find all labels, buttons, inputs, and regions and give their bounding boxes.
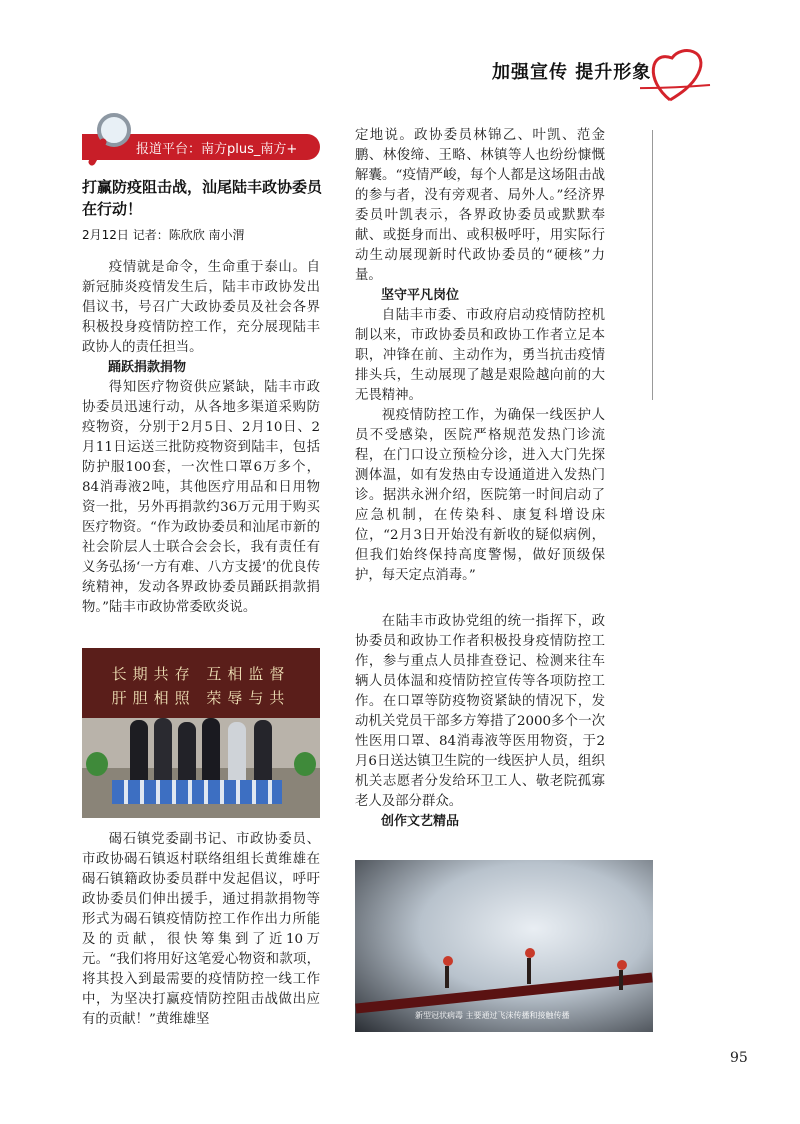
section-heading-posts: 坚守平凡岗位 [381,288,460,303]
section-heading-arts: 创作文艺精品 [381,814,460,829]
right-column-bottom [355,612,605,832]
shadow-puppet-photo [355,860,653,1032]
article-title: 打赢防疫阻击战，汕尾陆丰政协委员在行动！ [82,178,323,218]
article-byline: 2月12日 记者：陈欣欣 南小渭 [82,228,245,242]
posts-paragraph-2: 视疫情防控工作，为确保一线医护人员不受感染，医院严格规范发热门诊流程，在门口设立预检分诊，进入大门先探测体温，如有发热由专设通道进入发热门诊。据洪永洲介绍，医院第一时间启动了应急机制，在传染科、康复科增设床位，“2月3日开始没有新收的疑似病例，但我们始终保持高度警惕，做好顶级保护，每天定点消毒。” [355,408,605,583]
source-banner-text: 报道平台：南方plus_南方+ [136,142,298,157]
magnifier-icon [88,112,134,166]
photo-sign-line-2: 肝胆相照 荣辱与共 [111,689,291,707]
heart-ribbon-icon [640,40,720,110]
photo-sign-line-1: 长期共存 互相监督 [111,665,291,683]
jieshi-paragraph: 碣石镇党委副书记、市政协委员、市政协碣石镇返村联络组组长黄维雄在碣石镇籍政协委员群中发起倡议，呼吁政协委员们伸出援手，通过捐款捐物等形式为碣石镇疫情防控工作作出力所能及的贡献，很快筹集到了近10万元。“我们将用好这笔爱心物资和款项，将其投入到最需要的疫情防控一线工作中，为坚决打赢疫情防控阻击战做出应有的贡献！”黄维雄坚 [82,832,320,1027]
right-column [355,126,605,586]
section-heading-donations: 踊跃捐款捐物 [108,360,187,375]
posts-paragraph-1: 自陆丰市委、市政府启动疫情防控机制以来，市政协委员和政协工作者立足本职，冲锋在前、主动作为，勇当抗击疫情排头兵，生动展现了越是艰险越向前的大无畏精神。 [355,308,605,403]
page-number: 95 [730,1050,748,1066]
photo-sign [82,662,320,710]
donations-paragraph: 得知医疗物资供应紧缺，陆丰市政协委员迅速行动，从各地多渠道采购防疫物资，分别于2月5日、2月10日、2月11日运送三批防疫物资到陆丰，包括防护服100套，一次性口罩6万多个，84消毒液2吨，其他医疗用品和日用物资一批，另外再捐款约36万元用于购买医疗物资。“作为政协委员和汕尾市新的社会阶层人士联合会会长，我有责任有义务弘扬‘一方有难、八方支援’的优良传统精神，发动各界政协委员踊跃捐款捐物。”陆丰市政协常委欧炎说。 [82,380,320,615]
posts-paragraph-3: 在陆丰市政协党组的统一指挥下，政协委员和政协工作者积极投身疫情防控工作，参与重点人员排查登记、检测来往车辆人员体温和疫情防控宣传等各项防控工作。在口罩等防疫物资紧缺的情况下，发动机关党员干部多方筹措了2000多个一次性医用口罩、84消毒液等医用物资，于2月6日送达镇卫生院的一线医护人员，组织机关志愿者分发给环卫工人、敬老院孤寡老人及部分群众。 [355,614,605,809]
column-divider [652,130,653,400]
section-header-title: 加强宣传 提升形象 [492,62,652,83]
left-column-bottom [82,830,320,1030]
intro-paragraph: 疫情就是命令，生命重于泰山。自新冠肺炎疫情发生后，陆丰市政协发出倡议书，号召广大政协委员及社会各界积极投身疫情防控工作，充分展现陆丰政协人的责任担当。 [82,260,320,355]
continuation-paragraph: 定地说。政协委员林锦乙、叶凯、范金鹏、林俊缔、王略、林镇等人也纷纷慷慨解囊。“疫情严峻，每个人都是这场阻击战的参与者，没有旁观者、局外人。”经济界委员叶凯表示，各界政协委员或默默奉献、或挺身而出、或积极呼吁，用实际行动生动展现新时代政协委员的“硬核”力量。 [355,128,605,283]
donation-group-photo [82,648,320,818]
left-column [82,258,320,618]
photo-caption: 新型冠状病毒 主要通过飞沫传播和接触传播 [415,1011,570,1020]
